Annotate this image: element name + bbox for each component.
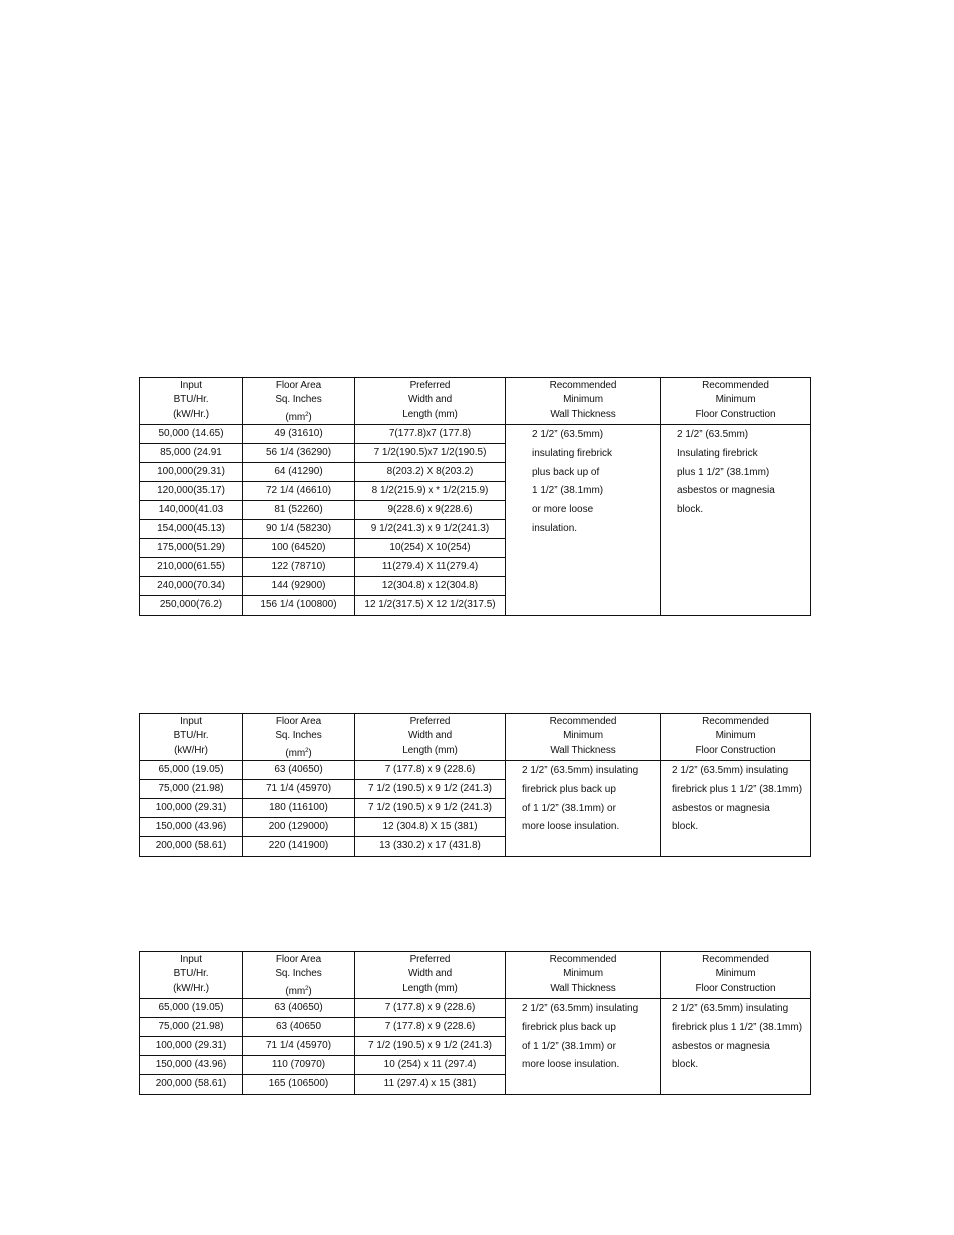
spec-table-1 [139,377,811,616]
header-preferred-size: Preferred Width and Length (mm) [355,378,506,424]
table-row: 75,000 (21.98) 63 (40650 7 (177.8) x 9 (228.6) [140,1018,506,1037]
table-header [140,714,810,761]
wall-thickness-note: 2 1/2” (63.5mm) insulating firebrick plus back up of 1 1/2” (38.1mm) or more loose insulation. [506,999,661,1094]
header-wall-thickness: Recommended Minimum Wall Thickness [506,714,661,760]
table-row: 85,000 (24.91 56 1/4 (36290) 7 1/2(190.5)x7 1/2(190.5) [140,444,506,463]
table-row: 100,000(29.31) 64 (41290) 8(203.2) X 8(203.2) [140,463,506,482]
table-header [140,952,810,999]
header-floor-area: Floor Area Sq. Inches $(mm^2)$ [243,952,355,998]
spec-table-2 [139,713,811,857]
table-row: 150,000 (43.96) 110 (70970) 10 (254) x 11 (297.4) [140,1056,506,1075]
table-row: 154,000(45.13) 90 1/4 (58230) 9 1/2(241.3) x 9 1/2(241.3) [140,520,506,539]
wall-thickness-note: 2 1/2” (63.5mm) insulating firebrick plus back up of 1 1/2” (38.1mm) or more loose insulation. [506,761,661,856]
table-row: 140,000(41.03 81 (52260) 9(228.6) x 9(228.6) [140,501,506,520]
header-wall-thickness: Recommended Minimum Wall Thickness [506,952,661,998]
header-floor-area: Floor Area Sq. Inches $(mm^2)$ [243,378,355,424]
table-row: 150,000 (43.96) 200 (129000) 12 (304.8) X 15 (381) [140,818,506,837]
wall-thickness-note: 2 1/2” (63.5mm) insulating firebrick plus back up of 1 1/2” (38.1mm) or more loose insulation. [506,425,661,615]
header-input: Input BTU/Hr. (kW/Hr.) [140,378,243,424]
spec-table-3 [139,951,811,1095]
table-row: 200,000 (58.61) 165 (106500) 11 (297.4) x 15 (381) [140,1075,506,1094]
header-preferred-size: Preferred Width and Length (mm) [355,952,506,998]
header-floor-construction: Recommended Minimum Floor Construction [695,380,776,420]
table-row: 100,000 (29.31) 180 (116100) 7 1/2 (190.5) x 9 1/2 (241.3) [140,799,506,818]
table-body [140,999,810,1094]
header-floor-area: Floor Area Sq. Inches $(mm^2)$ [243,714,355,760]
header-input: Input BTU/Hr. (kW/Hr) [140,714,243,760]
table-row: 100,000 (29.31) 71 1/4 (45970) 7 1/2 (190.5) x 9 1/2 (241.3) [140,1037,506,1056]
header-input: Input BTU/Hr. (kW/Hr.) [140,952,243,998]
table-body [140,425,810,615]
header-floor-construction: Recommended Minimum Floor Construction [695,716,776,756]
header-floor-construction: Recommended Minimum Floor Construction [695,954,776,994]
table-header [140,378,810,425]
table-row: 240,000(70.34) 144 (92900) 12(304.8) x 12(304.8) [140,577,506,596]
table-row: 120,000(35.17) 72 1/4 (46610) 8 1/2(215.9) x * 1/2(215.9) [140,482,506,501]
header-preferred-size: Preferred Width and Length (mm) [355,714,506,760]
floor-construction-note: 2 1/2” (63.5mm) insulating firebrick plus 1 1/2” (38.1mm) asbestos or magnesia block. [672,1003,803,1071]
table-row: 210,000(61.55) 122 (78710) 11(279.4) X 11(279.4) [140,558,506,577]
table-row: 175,000(51.29) 100 (64520) 10(254) X 10(254) [140,539,506,558]
table-row: 65,000 (19.05) 63 (40650) 7 (177.8) x 9 (228.6) [140,999,506,1018]
table-body [140,761,810,856]
header-wall-thickness: Recommended Minimum Wall Thickness [506,378,661,424]
floor-construction-note: 2 1/2” (63.5mm) Insulating firebrick plus 1 1/2” (38.1mm) asbestos or magnesia block. [677,429,775,516]
table-row: 75,000 (21.98) 71 1/4 (45970) 7 1/2 (190.5) x 9 1/2 (241.3) [140,780,506,799]
table-row: 200,000 (58.61) 220 (141900) 13 (330.2) x 17 (431.8) [140,837,506,856]
table-row: 65,000 (19.05) 63 (40650) 7 (177.8) x 9 (228.6) [140,761,506,780]
table-row: 250,000(76.2) 156 1/4 (100800) 12 1/2(317.5) X 12 1/2(317.5) [140,596,506,615]
floor-construction-note: 2 1/2” (63.5mm) insulating firebrick plus 1 1/2” (38.1mm) asbestos or magnesia block. [672,765,803,833]
table-row: 50,000 (14.65) 49 (31610) 7(177.8)x7 (177.8) [140,425,506,444]
